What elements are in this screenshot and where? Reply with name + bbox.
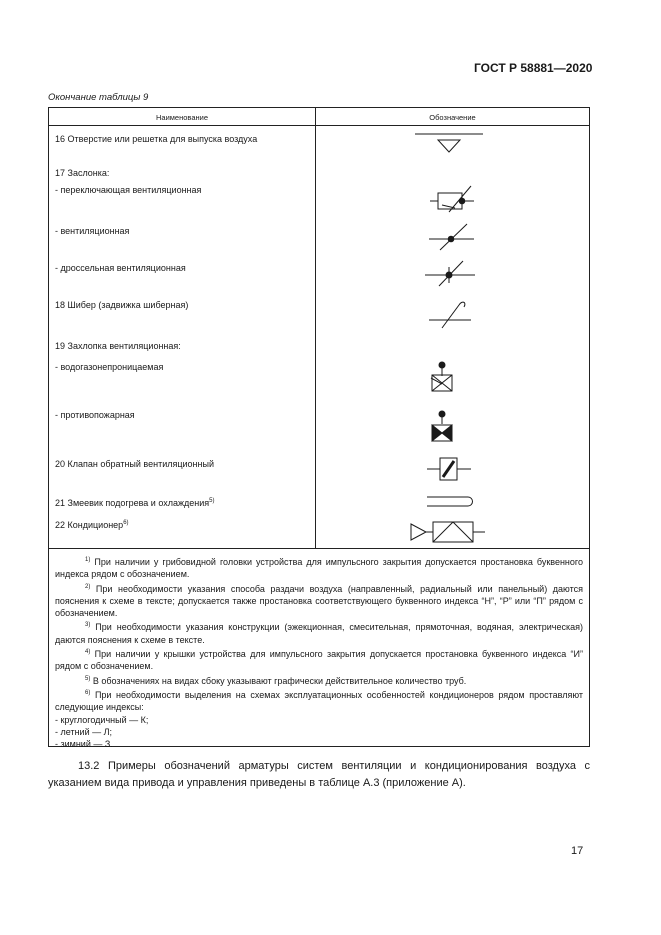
table-row: - противопожарная [55,410,135,420]
footnote: $^{2)}$ При необходимости указания способа раздачи воздуха (направленный, радиальный или панельный) даются пояснения к схеме в тексте; допускается также простановка соответствующего буквенного индекса “Н”, “Р” или “П” рядом с обозначением. [55,583,583,619]
table-row: 17 Заслонка: [55,168,110,178]
table-row: 22 Кондиционер$^{6)}$ [55,520,129,530]
coil-icon [427,497,473,506]
ventilation-damper-icon [429,224,474,250]
body-paragraph: 13.2 Примеры обозначений арматуры систем вентиляции и кондиционирования воздуха с указанием вида привода и управления приведены в таблице А.3 (приложение А). [48,760,590,789]
footnote: $^{6)}$ При необходимости выделения на схемах эксплуатационных особенностей кондиционеров рядом проставляют следующие индексы: [55,689,583,713]
table-row: 20 Клапан обратный вентиляционный [55,459,214,469]
check-valve-icon [427,458,471,480]
watertight-flap-icon [431,362,452,391]
table-row: 18 Шибер (задвижка шиберная) [55,300,189,310]
symbols-table [48,107,590,750]
list-item: - зимний — З. [55,739,113,750]
throttle-damper-icon [425,261,475,286]
switching-damper-icon [430,186,474,212]
fire-flap-icon [432,411,452,441]
table-row: 19 Захлопка вентиляционная: [55,341,181,351]
table-row: - вентиляционная [55,226,130,236]
document-standard-number: ГОСТ Р 58881—2020 [474,61,593,75]
table-row: 21 Змеевик подогрева и охлаждения$^{5)}$ [55,498,215,508]
footnote: $^{5)}$ В обозначениях на видах сбоку указывают графически действительное количество труб. [85,675,467,686]
outlet-grille-icon [415,134,483,152]
table-row: 16 Отверстие или решетка для выпуска воздуха [55,134,258,144]
footnote: $^{4)}$ При наличии у крышки устройства для импульсного закрытия допускается простановка буквенного индекса “И” рядом с обозначением. [55,649,583,672]
table-row: - дроссельная вентиляционная [55,263,186,273]
table-row: - переключающая вентиляционная [55,185,202,195]
list-item: - летний — Л; [55,726,113,737]
table-footnotes [55,554,583,750]
column-header-symbol: Обозначение [429,113,476,122]
footnote: $^{3)}$ При необходимости указания конструкции (эжекционная, смесительная, прямоточная, водяная, электрическая) даются пояснения к схеме в тексте. [55,622,583,645]
gate-valve-icon [429,302,471,328]
table-caption: Окончание таблицы 9 [48,92,149,103]
list-item: - круглогодичный — К; [55,714,149,725]
symbols-drawing [49,108,589,548]
air-conditioner-icon [411,522,485,542]
column-header-name: Наименование [156,113,208,122]
table-row: - водогазонепроницаемая [55,362,164,372]
footnote-divider [49,548,589,549]
footnote: $^{1)}$ При наличии у грибовидной головки устройства для импульсного закрытия допускается простановка буквенного индекса рядом с обозначением. [55,557,583,580]
page-number: 17 [571,845,584,857]
